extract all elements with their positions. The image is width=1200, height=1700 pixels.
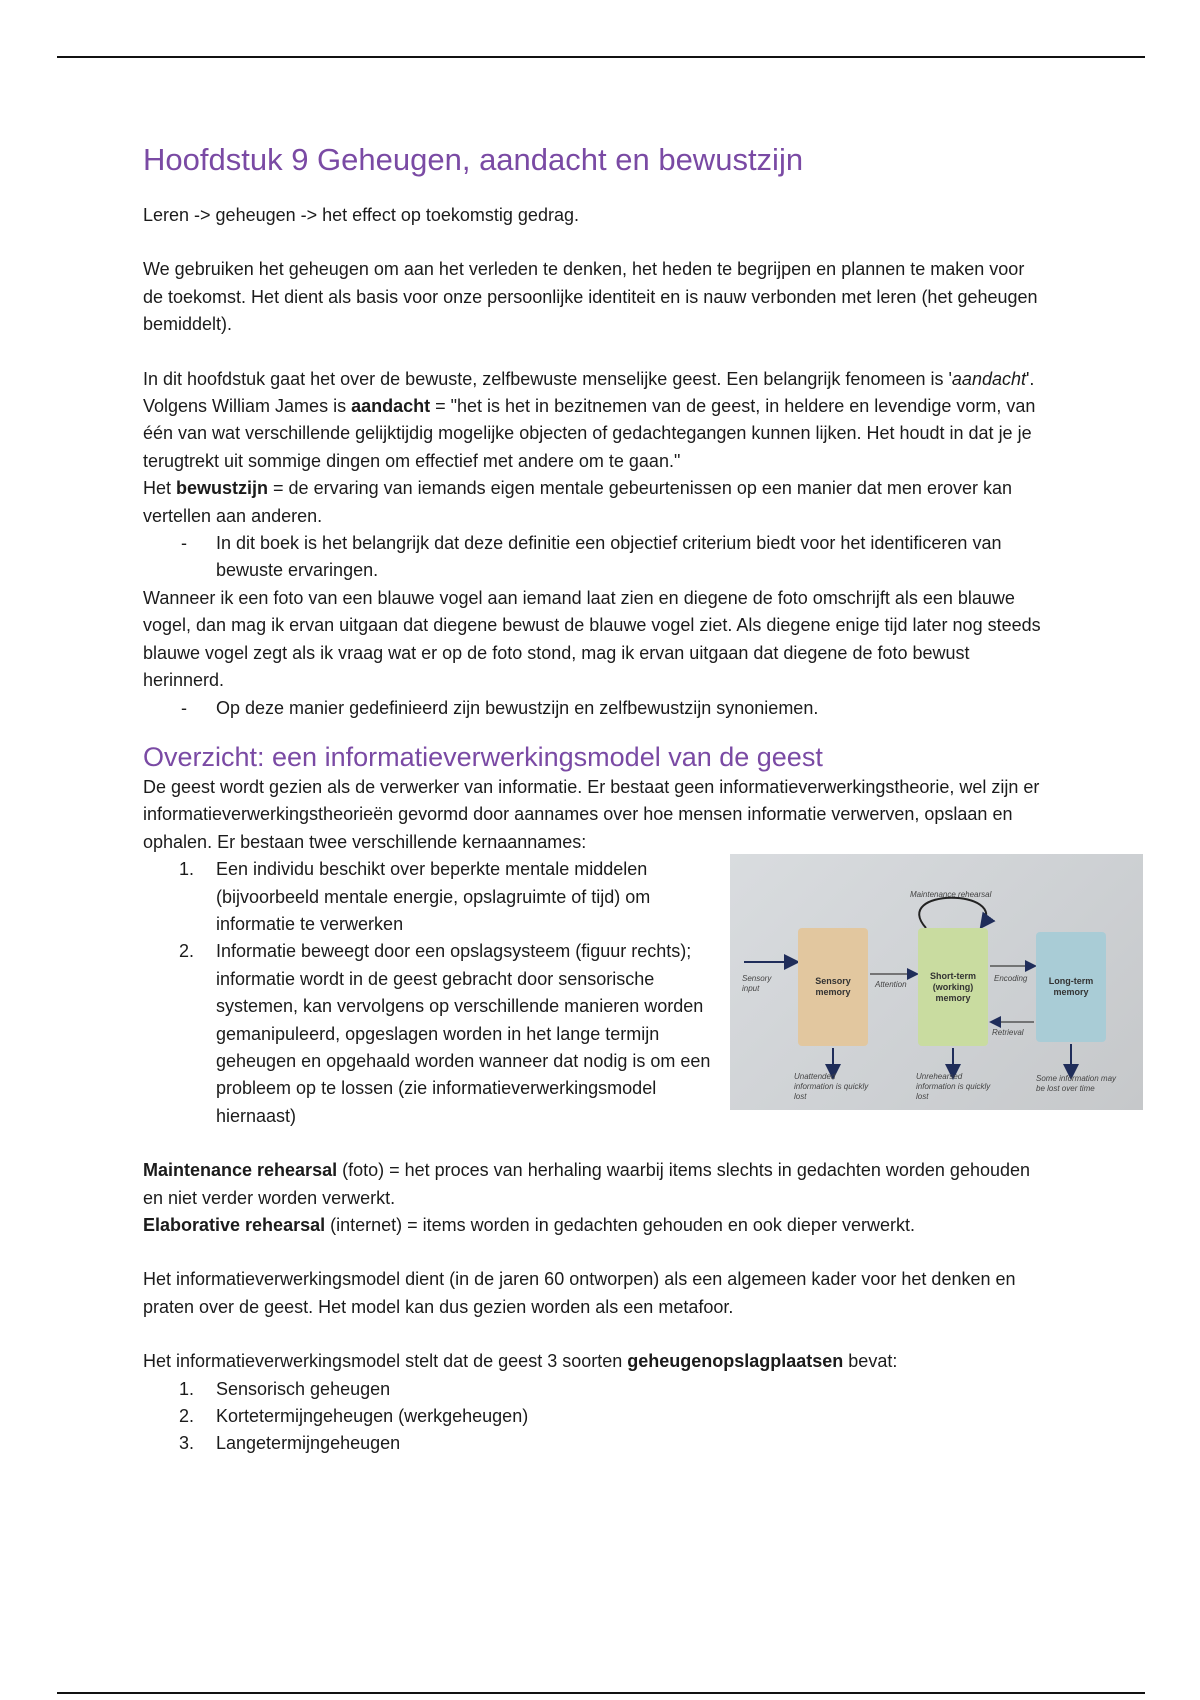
dash-marker: - xyxy=(181,697,187,718)
term-aandacht: aandacht xyxy=(351,396,431,417)
assumptions-list xyxy=(143,856,718,1130)
top-rule xyxy=(57,56,1145,58)
paragraph-memory-stores: Het informatieverwerkingsmodel stelt dat de geest 3 soorten geheugenopslagplaatsen bevat: xyxy=(143,1351,898,1372)
dash-list-1 xyxy=(143,530,1043,585)
paragraph-memory-purpose: We gebruiken het geheugen om aan het verleden te denken, het heden te begrijpen en plannen te maken voor de toekomst. Het dient als basis voor onze persoonlijke identiteit en is nauw verbonden met leren (het geheugen bemiddelt). xyxy=(143,259,1038,335)
assumptions-with-figure xyxy=(143,856,1117,1130)
sensory-input-label: Sensory input xyxy=(742,974,772,994)
retrieval-label: Retrieval xyxy=(992,1028,1024,1038)
dash-marker: - xyxy=(181,533,187,554)
sensory-memory-box: Sensory memory xyxy=(798,928,868,1046)
paragraph-model-framework: Het informatieverwerkingsmodel dient (in de jaren 60 ontworpen) als een algemeen kader voor het denken en praten over de geest. Het model kan dus gezien worden als een metafoor. xyxy=(143,1269,1016,1317)
term-bewustzijn: bewustzijn xyxy=(176,478,269,499)
list-item: 3. Langetermijngeheugen xyxy=(179,1433,401,1454)
list-item: 2. Informatie beweegt door een opslagsysteem (figuur rechts); informatie wordt in de geest gebracht door sensorische systemen, kan vervolgens op verschillende manieren worden gemanipuleerd, opgeslagen worden in het lange termijn geheugen en opgehaald worden wanneer dat nodig is om een probleem op te lossen (zie informatieverwerkingsmodel hiernaast) xyxy=(179,941,711,1126)
paragraph-maintenance: Maintenance rehearsal (foto) = het proces van herhaling waarbij items slechts in gedachten worden gehouden en niet verder worden verwerkt. xyxy=(143,1160,1031,1208)
list-item: - Op deze manier gedefinieerd zijn bewustzijn en zelfbewustzijn synoniemen. xyxy=(143,695,1043,722)
paragraph-attention: In dit hoofdstuk gaat het over de bewuste, zelfbewuste menselijke geest. Een belangrijk fenomeen is 'aandacht'. Volgens William James is aandacht = "het is het in bezitnemen van de geest, in heldere en levendige vorm, van één van wat verschillende gelijktijdig mogelijke objecten of gedachtegangen kunnen lijken. Het houdt in dat je je terugtrekt uit sommige dingen om effectief met andere om te gaan." xyxy=(143,368,1036,471)
memory-stores-list xyxy=(143,1376,1043,1458)
maintenance-rehearsal-label: Maintenance rehearsal xyxy=(910,890,992,900)
paragraph-blue-bird: Wanneer ik een foto van een blauwe vogel aan iemand laat zien en diegene de foto omschrijft als een blauwe vogel, dan mag ik ervan uitgaan dat diegene bewust de blauwe vogel ziet. Als diegene enige tijd later nog steeds blauwe vogel zegt als ik vraag wat er op de foto stond, mag ik ervan uitgaan dat diegene de foto bewust herinnerd. xyxy=(143,587,1041,691)
some-information-label: Some information may be lost over time xyxy=(1036,1074,1117,1094)
list-item: - In dit boek is het belangrijk dat deze definitie een objectief criterium biedt voor het identificeren van bewuste ervaringen. xyxy=(143,530,1043,585)
bottom-rule xyxy=(57,1692,1145,1694)
information-processing-model-figure xyxy=(730,854,1143,1110)
paragraph-information-processing: De geest wordt gezien als de verwerker van informatie. Er bestaat geen informatieverwerkingstheorie, wel zijn er informatieverwerkingstheorieën gevormd door aannames over hoe mensen informatie verwerven, opslaan en ophalen. Er bestaan twee verschillende kernaannames: xyxy=(143,776,1040,852)
list-item: 1. Een individu beschikt over beperkte mentale middelen (bijvoorbeeld mentale energie, opslagruimte of tijd) om informatie te verwerken xyxy=(179,859,651,934)
list-item: 1. Sensorisch geheugen xyxy=(179,1378,391,1399)
unattended-label: Unattended information is quickly lost xyxy=(794,1072,869,1102)
document-body xyxy=(143,140,1117,1458)
attention-label: Attention xyxy=(875,980,907,990)
encoding-label: Encoding xyxy=(994,974,1028,984)
paragraph-intro: Leren -> geheugen -> het effect op toekomstig gedrag. xyxy=(143,205,579,225)
chapter-title: Hoofdstuk 9 Geheugen, aandacht en bewustzijn xyxy=(143,142,804,177)
list-item: 2. Kortetermijngeheugen (werkgeheugen) xyxy=(179,1406,529,1427)
section-heading: Overzicht: een informatieverwerkingsmodel van de geest xyxy=(143,741,823,772)
paragraph-elaborative: Elaborative rehearsal (internet) = items worden in gedachten gehouden en ook dieper verwerkt. xyxy=(143,1215,915,1235)
paragraph-consciousness: Het bewustzijn = de ervaring van iemands eigen mentale gebeurtenissen op een manier dat men erover kan vertellen aan anderen. xyxy=(143,478,1012,526)
short-term-memory-box: Short-term (working) memory xyxy=(918,928,988,1046)
dash-list-2 xyxy=(143,695,1043,722)
unrehearsed-label: Unrehearsed information is quickly lost xyxy=(916,1072,991,1102)
long-term-memory-box: Long-term memory xyxy=(1036,932,1106,1042)
